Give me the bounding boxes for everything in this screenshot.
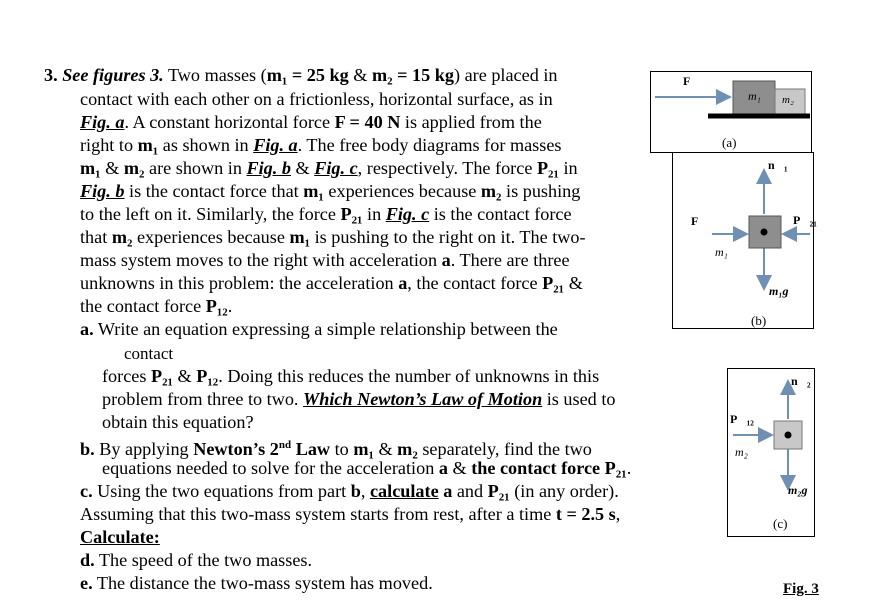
problem-line-8: that m₂ experiences because m₁ is pushing to the right on it. The two- [80, 227, 586, 247]
center-dot [761, 229, 768, 236]
part-a-line-1: a. Write an equation expressing a simple relationship between the [80, 319, 558, 339]
link-fig-a[interactable]: Fig. a [80, 112, 125, 132]
part-d-line: d. The speed of the two masses. [80, 550, 313, 570]
part-d-label: d. [80, 550, 95, 570]
normal-force-label: n⃗₁ [768, 158, 788, 172]
link-fig-c[interactable]: Fig. c [314, 158, 358, 178]
applied-force-label: F⃗ [691, 214, 708, 228]
part-a-line-2: contact [124, 344, 174, 363]
part-e-label: e. [80, 573, 93, 593]
link-fig-b[interactable]: Fig. b [246, 158, 291, 178]
problem-line-5: m₁ & m₂ are shown in Fig. b & Fig. c, respectively. The force P₂₁ in [80, 158, 578, 178]
mass-label: m₂ [735, 445, 748, 459]
part-a-label: a. [80, 319, 94, 339]
figure-c-caption: (c) [773, 516, 788, 531]
mass-1-label: m₁ [748, 89, 761, 103]
problem-line-1: 3. See figures 3. Two masses (m₁ = 25 kg & m₂ = 15 kg) are placed in [44, 65, 558, 85]
figure-b [672, 152, 817, 329]
assumption-line: Assuming that this two-mass system starts from rest, after a time t = 2.5 s, [80, 504, 621, 524]
force-label-f: F⃗ [683, 74, 700, 88]
newton-law-question: Which Newton’s Law of Motion [303, 389, 543, 409]
weight-label: m₁g⃗ [769, 284, 798, 298]
figure-c [727, 368, 815, 537]
problem-line-7: to the left on it. Similarly, the force P₂₁ in Fig. c is the contact force [80, 204, 572, 224]
problem-line-2: contact with each other on a frictionless, horizontal surface, as in [80, 89, 553, 109]
part-b-label: b. [80, 439, 95, 460]
problem-line-6: Fig. b is the contact force that m₁ experiences because m₂ is pushing [80, 181, 581, 201]
normal-force-label: n⃗₂ [791, 374, 811, 388]
problem-number: 3. [44, 65, 58, 85]
figure-3-label: Fig. 3 [783, 581, 819, 597]
part-a-line-3: forces P₂₁ & P₁₂. Doing this reduces the number of unknowns in this [102, 366, 600, 386]
part-a-line-5: obtain this equation? [102, 412, 254, 432]
figure-a [650, 71, 812, 153]
calculate-heading: Calculate: [80, 527, 160, 547]
part-c-line-1: c. Using the two equations from part b, calculate a and P₂₁ (in any order). [80, 481, 619, 501]
link-fig-a-2[interactable]: Fig. a [253, 135, 298, 155]
mass-label: m₁ [715, 245, 728, 259]
figure-a-caption: (a) [722, 135, 737, 150]
contact-force-label: P⃗₁₂ [730, 412, 754, 426]
center-dot [785, 432, 792, 439]
part-b-line-1: b. By applying Newton’s 2nd Law to m₁ & m₂ separately, find the two [80, 439, 592, 460]
link-fig-b-2[interactable]: Fig. b [80, 181, 125, 201]
problem-line-3: Fig. a. A constant horizontal force F = 40 N is applied from the [80, 112, 542, 132]
figure-b-drawing [673, 153, 813, 328]
part-e-line: e. The distance the two-mass system has moved. [80, 573, 433, 593]
problem-line-9: mass system moves to the right with acceleration a. There are three [80, 250, 570, 270]
contact-force-label: P⃗₂₁ [793, 213, 817, 227]
figure-b-caption: (b) [751, 313, 767, 328]
link-fig-c-2[interactable]: Fig. c [385, 204, 430, 224]
problem-line-11: the contact force P₁₂. [80, 296, 233, 316]
part-c-label: c. [80, 481, 93, 501]
figure-reference: See figures 3. [62, 65, 164, 85]
problem-line-10: unknowns in this problem: the acceleration a, the contact force P₂₁ & [80, 273, 583, 293]
weight-label: m₂g⃗ [788, 483, 817, 497]
part-b-line-2: equations needed to solve for the acceleration a & the contact force P₂₁. [102, 458, 632, 478]
part-a-line-4: problem from three to two. Which Newton’s Law of Motion is used to [102, 389, 616, 409]
mass-2-label: m₂ [782, 94, 794, 106]
problem-line-4: right to m₁ as shown in Fig. a. The free body diagrams for masses [80, 135, 562, 155]
